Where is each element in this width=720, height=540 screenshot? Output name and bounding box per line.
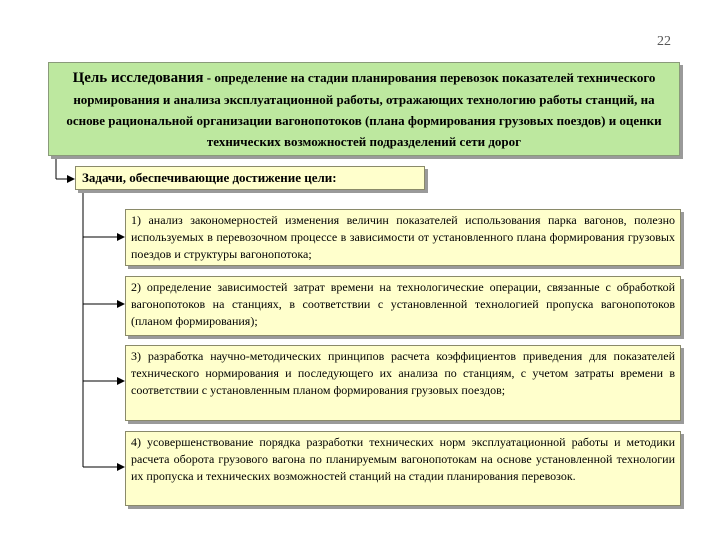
task-3-text: 3) разработка научно-методических принципов расчета коэффициентов приведения для показателей технического нормирования и последующего их анализа по станциям, с учетом затраты времени в соответствии с установленным планом формирования грузовых поездов; xyxy=(131,349,675,397)
tasks-header-label: Задачи, обеспечивающие достижение цели: xyxy=(82,170,337,185)
tasks-header-box xyxy=(75,166,425,190)
research-goal-box xyxy=(48,62,680,156)
task-box-3 xyxy=(125,345,681,421)
task-box-2 xyxy=(125,276,681,336)
task-2-text: 2) определение зависимостей затрат времени на технологические операции, связанные с обработкой вагонопотоков на станциях, в соответствии с установленной технологией пропуска вагонопотоков (планом формирования); xyxy=(131,280,675,328)
task-4-text: 4) усовершенствование порядка разработки технических норм эксплуатационной работы и методики расчета оборота грузового вагона по планируемым вагонопотокам на основе установленной технологии их пропуска и технических возможностей станций на стадии планирования перевозок. xyxy=(131,435,675,483)
goal-lead-label: Цель исследования xyxy=(72,70,204,86)
goal-text: - определение на стадии планирования перевозок показателей технического нормирования и анализа эксплуатационной работы, отражающих технологию работы станций, на основе рациональной организации вагонопотоков (плана формирования грузовых поездов) и оценки технических возможностей подразделений сети дорог xyxy=(66,70,662,149)
task-1-text: 1) анализ закономерностей изменения величин показателей использования парка вагонов, полезно используемых в перевозочном процессе в зависимости от установленного плана формирования грузовых поездов и структуры вагонопотока; xyxy=(131,213,675,261)
task-box-4 xyxy=(125,431,681,506)
task-box-1 xyxy=(125,209,681,266)
page-number: 22 xyxy=(657,34,671,49)
